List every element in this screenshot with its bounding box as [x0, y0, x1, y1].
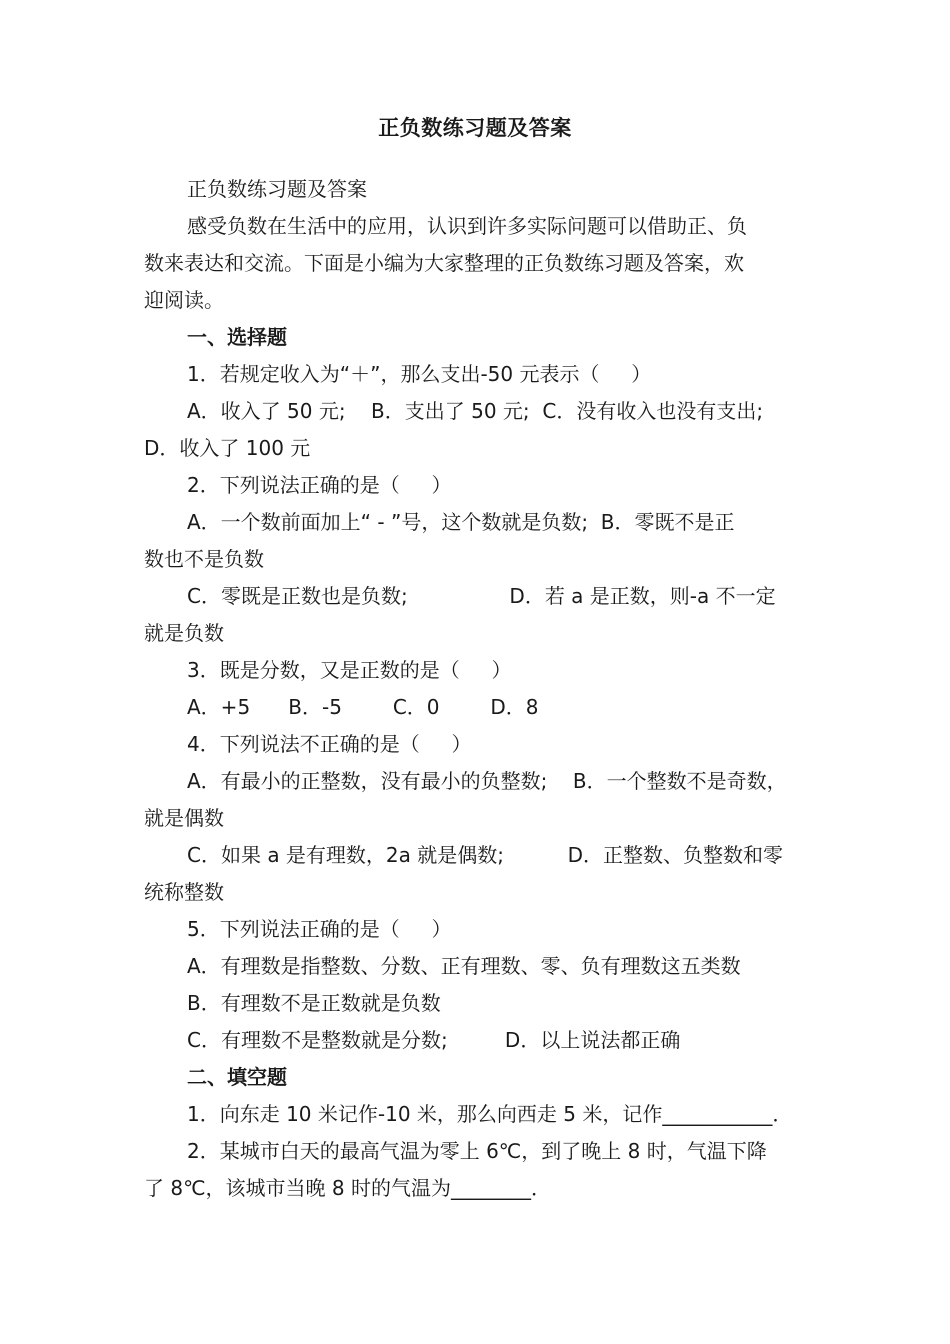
fill-question-1: 1．向东走 10 米记作-10 米，那么向西走 5 米，记作___________． — [187, 1102, 793, 1126]
question-4-options-1: A．有最小的正整数，没有最小的负整数; B．一个整数不是奇数， — [187, 769, 787, 793]
subtitle-line: 正负数练习题及答案 — [187, 177, 367, 201]
question-5: 5．下列说法正确的是（ ） — [187, 917, 452, 941]
question-1: 1．若规定收入为“＋”，那么支出-50 元表示（ ） — [187, 362, 652, 386]
question-3: 3．既是分数，又是正数的是（ ） — [187, 658, 512, 682]
question-2-options-2: C．零既是正数也是负数; D．若 a 是正数，则-a 不一定 — [187, 584, 776, 608]
question-2-options-2-cont: 就是负数 — [144, 621, 224, 645]
question-1-options-cont: D．收入了 100 元 — [144, 436, 311, 460]
question-5-option-a: A．有理数是指整数、分数、正有理数、零、负有理数这五类数 — [187, 954, 741, 978]
question-1-options: A．收入了 50 元; B．支出了 50 元; C．没有收入也没有支出; — [187, 399, 764, 423]
question-5-option-b: B．有理数不是正数就是负数 — [187, 991, 441, 1015]
question-5-options-cd: C．有理数不是整数就是分数; D．以上说法都正确 — [187, 1028, 681, 1052]
question-4: 4．下列说法不正确的是（ ） — [187, 732, 472, 756]
question-2: 2．下列说法正确的是（ ） — [187, 473, 452, 497]
section-heading-choice: 一、选择题 — [187, 325, 287, 349]
question-4-options-2-cont: 统称整数 — [144, 880, 224, 904]
fill-question-2: 2．某城市白天的最高气温为零上 6℃，到了晚上 8 时，气温下降 — [187, 1139, 767, 1163]
question-3-options: A．+5 B．-5 C．0 D．8 — [187, 695, 539, 719]
question-2-options-1-cont: 数也不是负数 — [144, 547, 264, 571]
question-2-options-1: A．一个数前面加上“ - ”号，这个数就是负数; B．零既不是正 — [187, 510, 735, 534]
intro-line-1: 感受负数在生活中的应用，认识到许多实际问题可以借助正、负 — [187, 214, 747, 238]
intro-line-2: 数来表达和交流。下面是小编为大家整理的正负数练习题及答案，欢 — [144, 251, 744, 275]
intro-line-3: 迎阅读。 — [144, 288, 224, 312]
document-title: 正负数练习题及答案 — [378, 116, 572, 140]
section-heading-fill: 二、填空题 — [187, 1065, 287, 1089]
question-4-options-2: C．如果 a 是有理数，2a 就是偶数; D．正整数、负整数和零 — [187, 843, 783, 867]
question-4-options-1-cont: 就是偶数 — [144, 806, 224, 830]
fill-question-2-cont: 了 8℃，该城市当晚 8 时的气温为________． — [144, 1176, 551, 1200]
